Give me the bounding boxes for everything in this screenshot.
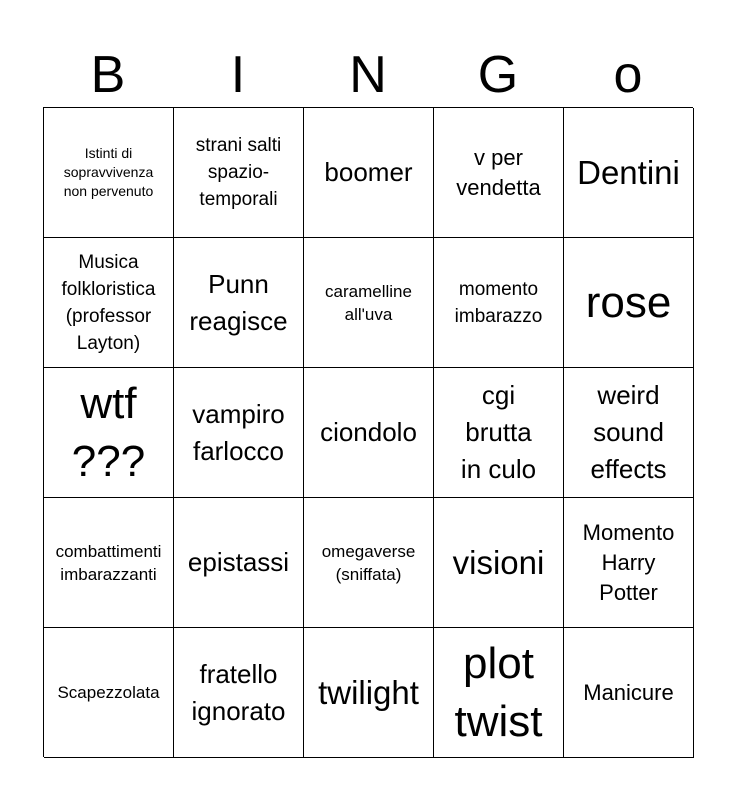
bingo-cell-r3-c3[interactable]: ciondolo: [304, 368, 434, 498]
bingo-cell-r4-c5[interactable]: Momento Harry Potter: [564, 498, 694, 628]
bingo-cell-r1-c1[interactable]: Istinti di sopravvivenza non pervenuto: [44, 108, 174, 238]
bingo-cell-r3-c4[interactable]: cgi brutta in culo: [434, 368, 564, 498]
bingo-cell-r5-c5[interactable]: Manicure: [564, 628, 694, 758]
header-letter-n: N: [349, 46, 387, 104]
bingo-cell-r2-c5[interactable]: rose: [564, 238, 694, 368]
bingo-cell-r4-c1[interactable]: combattimenti imbarazzanti: [44, 498, 174, 628]
header-letter-o: o: [613, 46, 643, 104]
bingo-cell-r4-c2[interactable]: epistassi: [174, 498, 304, 628]
bingo-cell-r4-c3[interactable]: omegaverse (sniffata): [304, 498, 434, 628]
bingo-cell-r5-c3[interactable]: twilight: [304, 628, 434, 758]
bingo-header: [43, 40, 693, 106]
bingo-cell-r5-c4[interactable]: plot twist: [434, 628, 564, 758]
bingo-board: [43, 107, 693, 757]
header-letter-b: B: [90, 46, 126, 104]
bingo-cell-r1-c4[interactable]: v per vendetta: [434, 108, 564, 238]
bingo-cell-r2-c3[interactable]: caramelline all'uva: [304, 238, 434, 368]
header-letter-g: G: [477, 46, 519, 104]
header-letter-i: I: [230, 46, 246, 104]
bingo-cell-r2-c4[interactable]: momento imbarazzo: [434, 238, 564, 368]
bingo-cell-r2-c1[interactable]: Musica folkloristica (professor Layton): [44, 238, 174, 368]
bingo-cell-r3-c5[interactable]: weird sound effects: [564, 368, 694, 498]
bingo-cell-r5-c2[interactable]: fratello ignorato: [174, 628, 304, 758]
bingo-cell-r3-c1[interactable]: wtf ???: [44, 368, 174, 498]
bingo-cell-r3-c2[interactable]: vampiro farlocco: [174, 368, 304, 498]
bingo-cell-r1-c3[interactable]: boomer: [304, 108, 434, 238]
bingo-cell-r2-c2[interactable]: Punn reagisce: [174, 238, 304, 368]
bingo-cell-r1-c5[interactable]: Dentini: [564, 108, 694, 238]
bingo-cell-r4-c4[interactable]: visioni: [434, 498, 564, 628]
bingo-cell-r5-c1[interactable]: Scapezzolata: [44, 628, 174, 758]
bingo-cell-r1-c2[interactable]: strani salti spazio- temporali: [174, 108, 304, 238]
